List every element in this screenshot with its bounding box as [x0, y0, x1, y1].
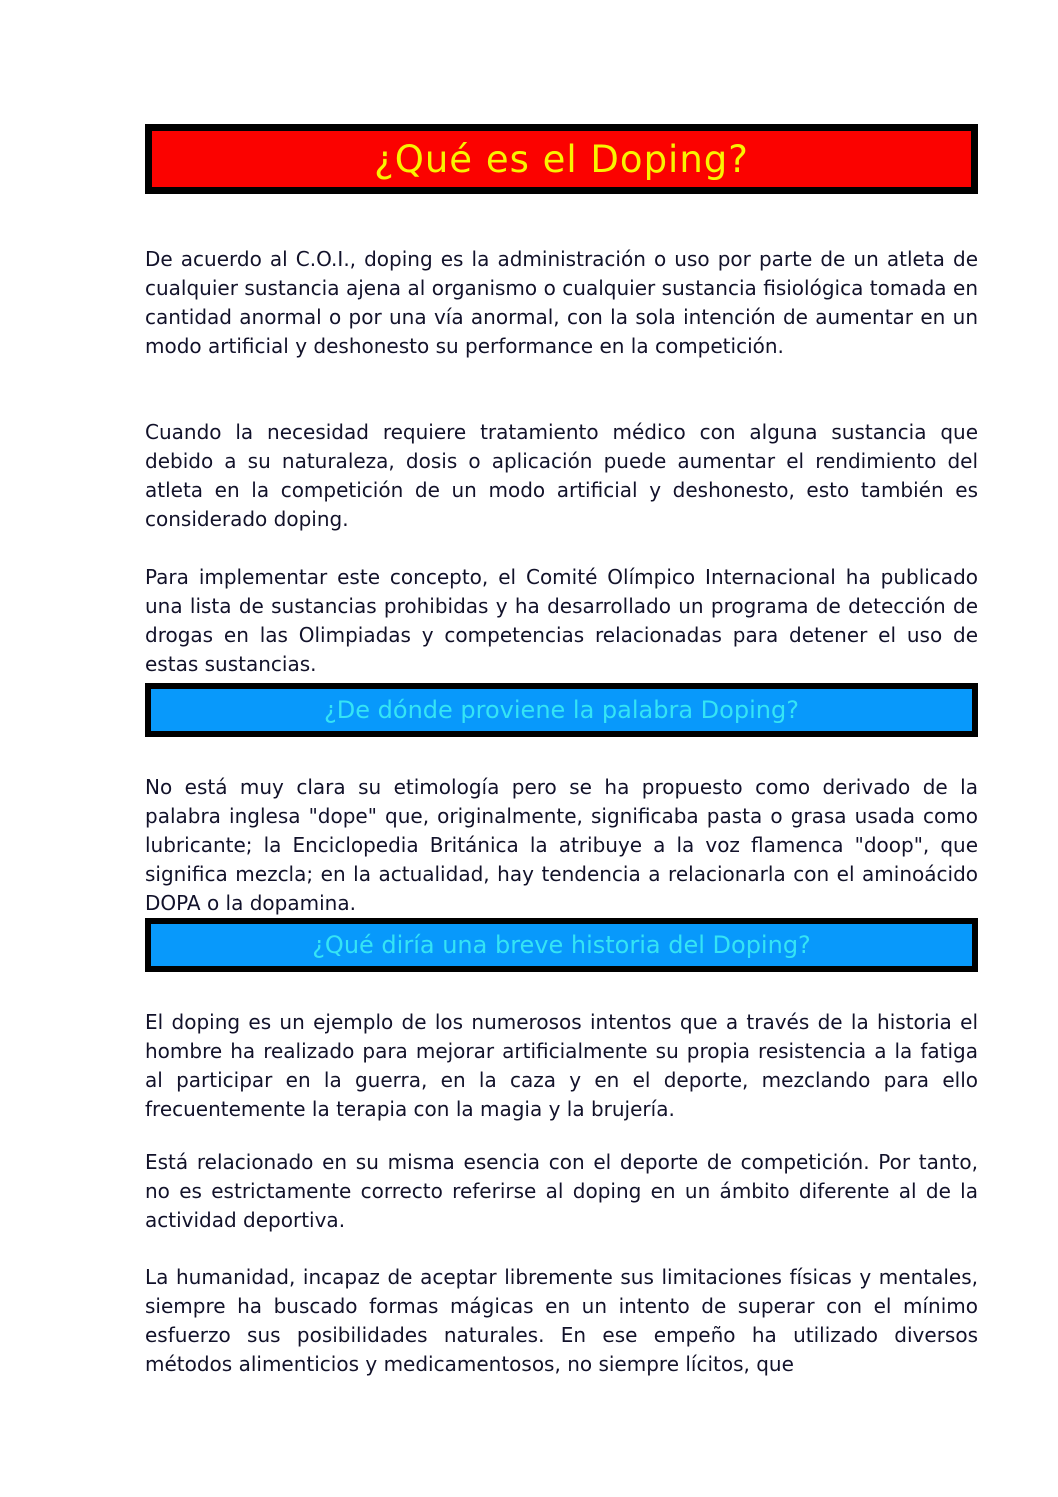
section-heading-history: ¿Qué diría una breve historia del Doping?	[312, 931, 811, 959]
history-paragraph-3: La humanidad, incapaz de aceptar libremente sus limitaciones físicas y mentales, siempre ha buscado formas mágicas en un intento de superar con el mínimo esfuerzo sus posibilidades naturales. En ese empeño ha utilizado diversos métodos alimenticios y medicamentosos, no siempre lícitos, que	[145, 1265, 978, 1376]
section-banner-etymology	[145, 683, 978, 737]
etymology-paragraph-1: No está muy clara su etimología pero se ha propuesto como derivado de la palabra inglesa "dope" que, originalmente, significaba pasta o grasa usada como lubricante; la Enciclopedia Británica la atribuye a la voz flamenca "doop", que significa mezcla; en la actualidad, hay tendencia a relacionarla con el aminoácido DOPA o la dopamina.	[145, 775, 978, 915]
history-paragraph-2: Está relacionado en su misma esencia con el deporte de competición. Por tanto, no es estrictamente correcto referirse al doping en un ámbito diferente al de la actividad deportiva.	[145, 1150, 978, 1232]
section-banner-history	[145, 918, 978, 972]
intro-paragraph-1: De acuerdo al C.O.I., doping es la administración o uso por parte de un atleta de cualquier sustancia ajena al organismo o cualquier sustancia fisiológica tomada en cantidad anormal o por una vía anormal, con la sola intención de aumentar en un modo artificial y deshonesto su performance en la competición.	[145, 247, 978, 358]
intro-paragraph-2: Cuando la necesidad requiere tratamiento médico con alguna sustancia que debido a su naturaleza, dosis o aplicación puede aumentar el rendimiento del atleta en la competición de un modo artificial y deshonesto, esto también es considerado doping.	[145, 420, 978, 531]
section-heading-etymology: ¿De dónde proviene la palabra Doping?	[324, 696, 799, 724]
history-paragraph-1: El doping es un ejemplo de los numerosos intentos que a través de la historia el hombre ha realizado para mejorar artificialmente su propia resistencia a la fatiga al participar en la guerra, en la caza y en el deporte, mezclando para ello frecuentemente la terapia con la magia y la brujería.	[145, 1010, 978, 1121]
page-title: ¿Qué es el Doping?	[374, 137, 749, 181]
intro-paragraph-3: Para implementar este concepto, el Comité Olímpico Internacional ha publicado una lista de sustancias prohibidas y ha desarrollado un programa de detección de drogas en las Olimpiadas y competencias relacionadas para detener el uso de estas sustancias.	[145, 565, 978, 676]
title-banner	[145, 124, 978, 194]
